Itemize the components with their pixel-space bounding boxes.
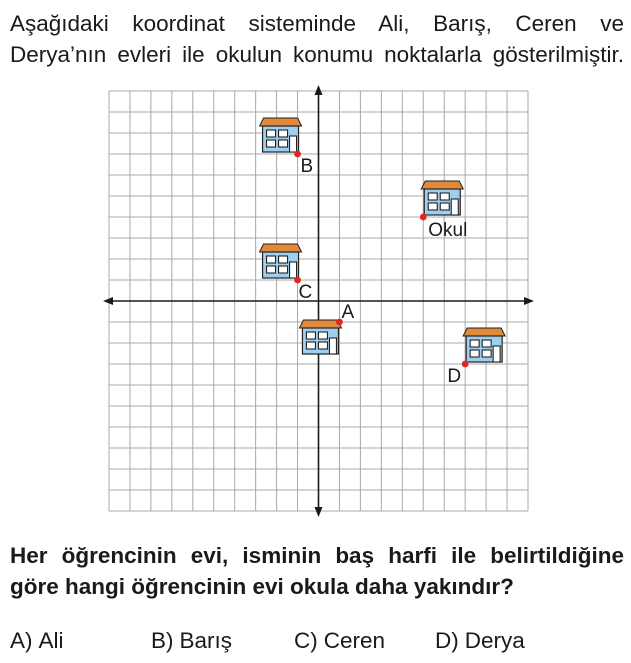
house-window — [440, 203, 449, 210]
intro-line-1: Aşağıdaki koordinat sisteminde Ali, Barış, Ceren ve — [10, 11, 624, 36]
house-roof — [299, 320, 341, 328]
x-axis-left-arrow-icon — [103, 297, 113, 305]
x-axis-right-arrow-icon — [524, 297, 534, 305]
answer-options — [10, 628, 624, 660]
house-roof — [260, 118, 302, 126]
y-axis-down-arrow-icon — [315, 507, 323, 517]
point-label-b: B — [300, 156, 314, 177]
house-door — [451, 199, 458, 215]
option-c-text: Ceren — [323, 628, 386, 653]
point-label-a: A — [341, 302, 355, 323]
house-window — [267, 266, 276, 273]
house-window — [267, 140, 276, 147]
house-window — [267, 256, 276, 263]
question-text — [10, 540, 624, 602]
point-label-c: C — [298, 282, 313, 303]
question-line-1: Her öğrencinin evi, isminin baş harfi ile belirtildiğine — [10, 543, 624, 568]
option-a-text: Ali — [38, 628, 64, 653]
question-line-2: göre hangi öğrencinin evi okula daha yakındır? — [10, 574, 514, 599]
house-window — [318, 332, 327, 339]
house-window — [279, 266, 288, 273]
house-window — [428, 203, 437, 210]
option-b[interactable] — [151, 628, 232, 654]
house-window — [267, 130, 276, 137]
axes — [103, 85, 534, 517]
point-label-d: D — [447, 366, 462, 387]
house-window — [279, 140, 288, 147]
house-door — [290, 262, 297, 278]
y-axis-up-arrow-icon — [315, 85, 323, 95]
house-window — [428, 193, 437, 200]
option-b-text: Barış — [179, 628, 233, 653]
house-window — [482, 350, 491, 357]
house-door — [329, 338, 336, 354]
option-d-letter: D) — [435, 628, 459, 653]
option-d-text: Derya — [464, 628, 525, 653]
option-a[interactable] — [10, 628, 64, 654]
option-d[interactable] — [435, 628, 525, 654]
house-icon — [463, 328, 505, 362]
house-door — [290, 136, 297, 152]
house-roof — [260, 244, 302, 252]
house-window — [440, 193, 449, 200]
house-icon — [299, 320, 341, 354]
house-icon — [260, 244, 302, 278]
option-c-letter: C) — [294, 628, 318, 653]
house-window — [279, 130, 288, 137]
house-window — [306, 342, 315, 349]
house-icon — [260, 118, 302, 152]
houses — [260, 118, 506, 387]
option-b-letter: B) — [151, 628, 174, 653]
house-window — [482, 340, 491, 347]
house-door — [493, 346, 500, 362]
point-label-okul: Okul — [428, 220, 468, 241]
house-window — [318, 342, 327, 349]
point-d — [462, 361, 469, 368]
option-c[interactable] — [294, 628, 385, 654]
house-window — [470, 350, 479, 357]
house-window — [470, 340, 479, 347]
house-window — [279, 256, 288, 263]
point-okul — [420, 214, 427, 221]
intro-line-2: Derya’nın evleri ile okulun konumu noktalarla gösterilmiştir. — [10, 42, 624, 67]
house-window — [306, 332, 315, 339]
house-roof — [463, 328, 505, 336]
option-a-letter: A) — [10, 628, 33, 653]
house-icon — [421, 181, 463, 215]
house-roof — [421, 181, 463, 189]
